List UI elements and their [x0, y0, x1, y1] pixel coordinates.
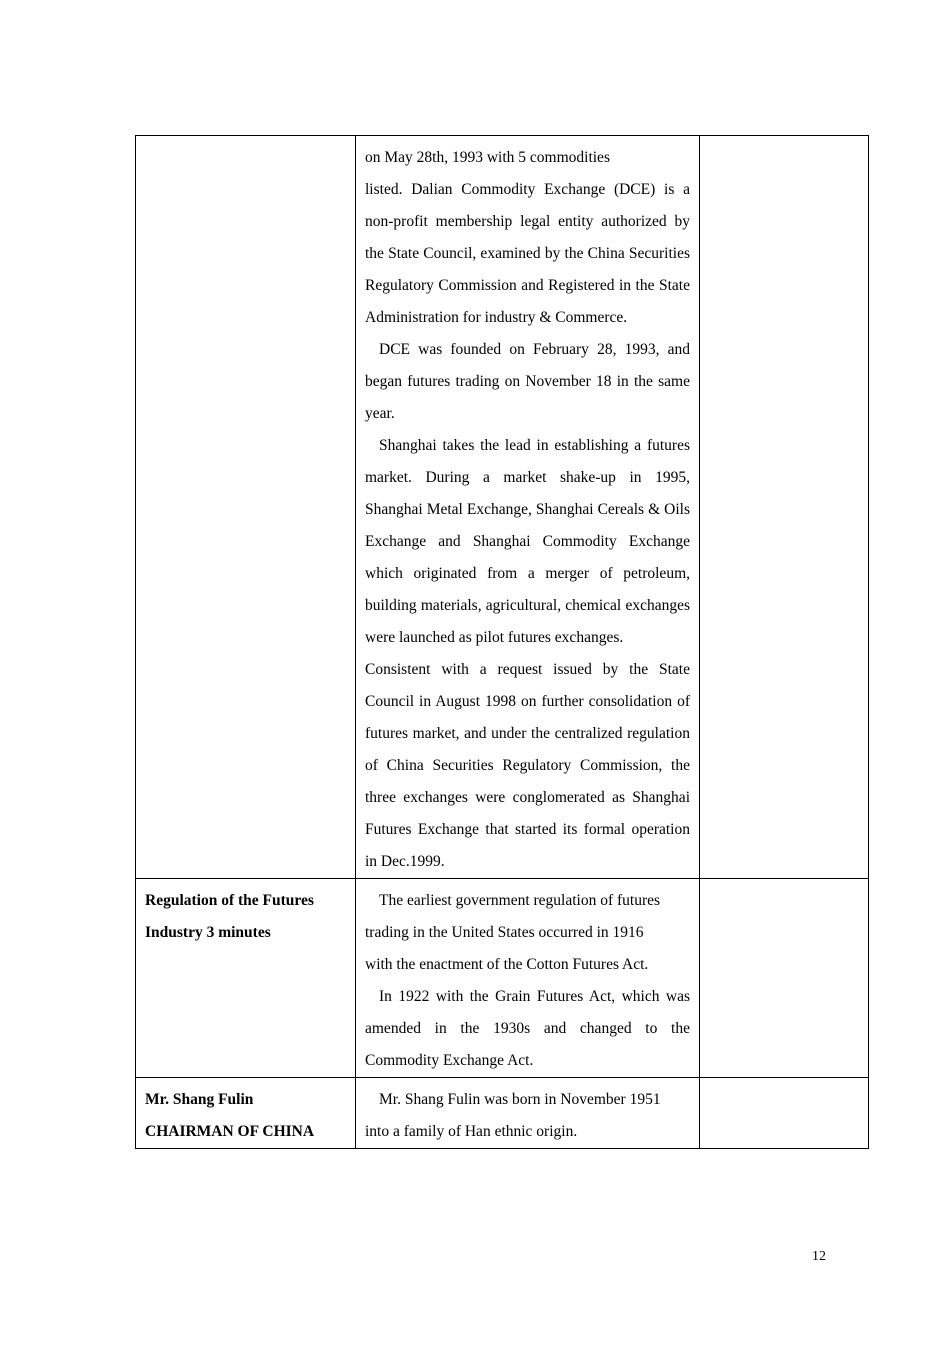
- topic-label-line: Industry 3 minutes: [145, 924, 271, 941]
- table-row: [136, 136, 869, 879]
- topic-label-line: Regulation of the Futures: [145, 892, 314, 909]
- notes-cell: [700, 1078, 869, 1149]
- paragraph: with the enactment of the Cotton Futures Act.: [365, 956, 649, 973]
- topic-label-line: Mr. Shang Fulin: [145, 1091, 254, 1108]
- description-cell: [356, 136, 700, 879]
- paragraph: The earliest government regulation of futures: [379, 892, 661, 909]
- page-number: 12: [812, 1249, 826, 1264]
- topic-cell: [136, 1078, 356, 1149]
- notes-cell: [700, 136, 869, 879]
- table-row: [136, 1078, 869, 1149]
- paragraph: Mr. Shang Fulin was born in November 1951: [379, 1091, 661, 1108]
- topic-cell: [136, 879, 356, 1078]
- paragraph: Shanghai takes the lead in establishing a futures market. During a market shake-up in 1995, Shanghai Metal Exchange, Shanghai Cereals & Oils Exchange and Shanghai Commodity Exchange which originated from a merger of petroleum, building materials, agricultural, chemical exchanges were launched as pilot futures exchanges.: [365, 437, 690, 646]
- notes-cell: [700, 879, 869, 1078]
- paragraph: on May 28th, 1993 with 5 commodities: [365, 149, 610, 166]
- paragraph: trading in the United States occurred in 1916: [365, 924, 644, 941]
- table-row: [136, 879, 869, 1078]
- topic-cell: [136, 136, 356, 879]
- paragraph: Consistent with a request issued by the State Council in August 1998 on further consolidation of futures market, and under the centralized regulation of China Securities Regulatory Commission, the three exchanges were conglomerated as Shanghai Futures Exchange that started its formal operation in Dec.1999.: [365, 661, 690, 870]
- description-cell: [356, 879, 700, 1078]
- topic-label-line: CHAIRMAN OF CHINA: [145, 1123, 315, 1140]
- description-cell: [356, 1078, 700, 1149]
- paragraph: In 1922 with the Grain Futures Act, which was amended in the 1930s and changed to the Commodity Exchange Act.: [365, 988, 690, 1069]
- paragraph: listed. Dalian Commodity Exchange (DCE) is a non-profit membership legal entity authorized by the State Council, examined by the China Securities Regulatory Commission and Registered in the State Administration for industry & Commerce.: [365, 181, 690, 326]
- paragraph: into a family of Han ethnic origin.: [365, 1123, 578, 1140]
- content-table: [135, 135, 869, 1149]
- paragraph: DCE was founded on February 28, 1993, and began futures trading on November 18 in the same year.: [365, 341, 690, 422]
